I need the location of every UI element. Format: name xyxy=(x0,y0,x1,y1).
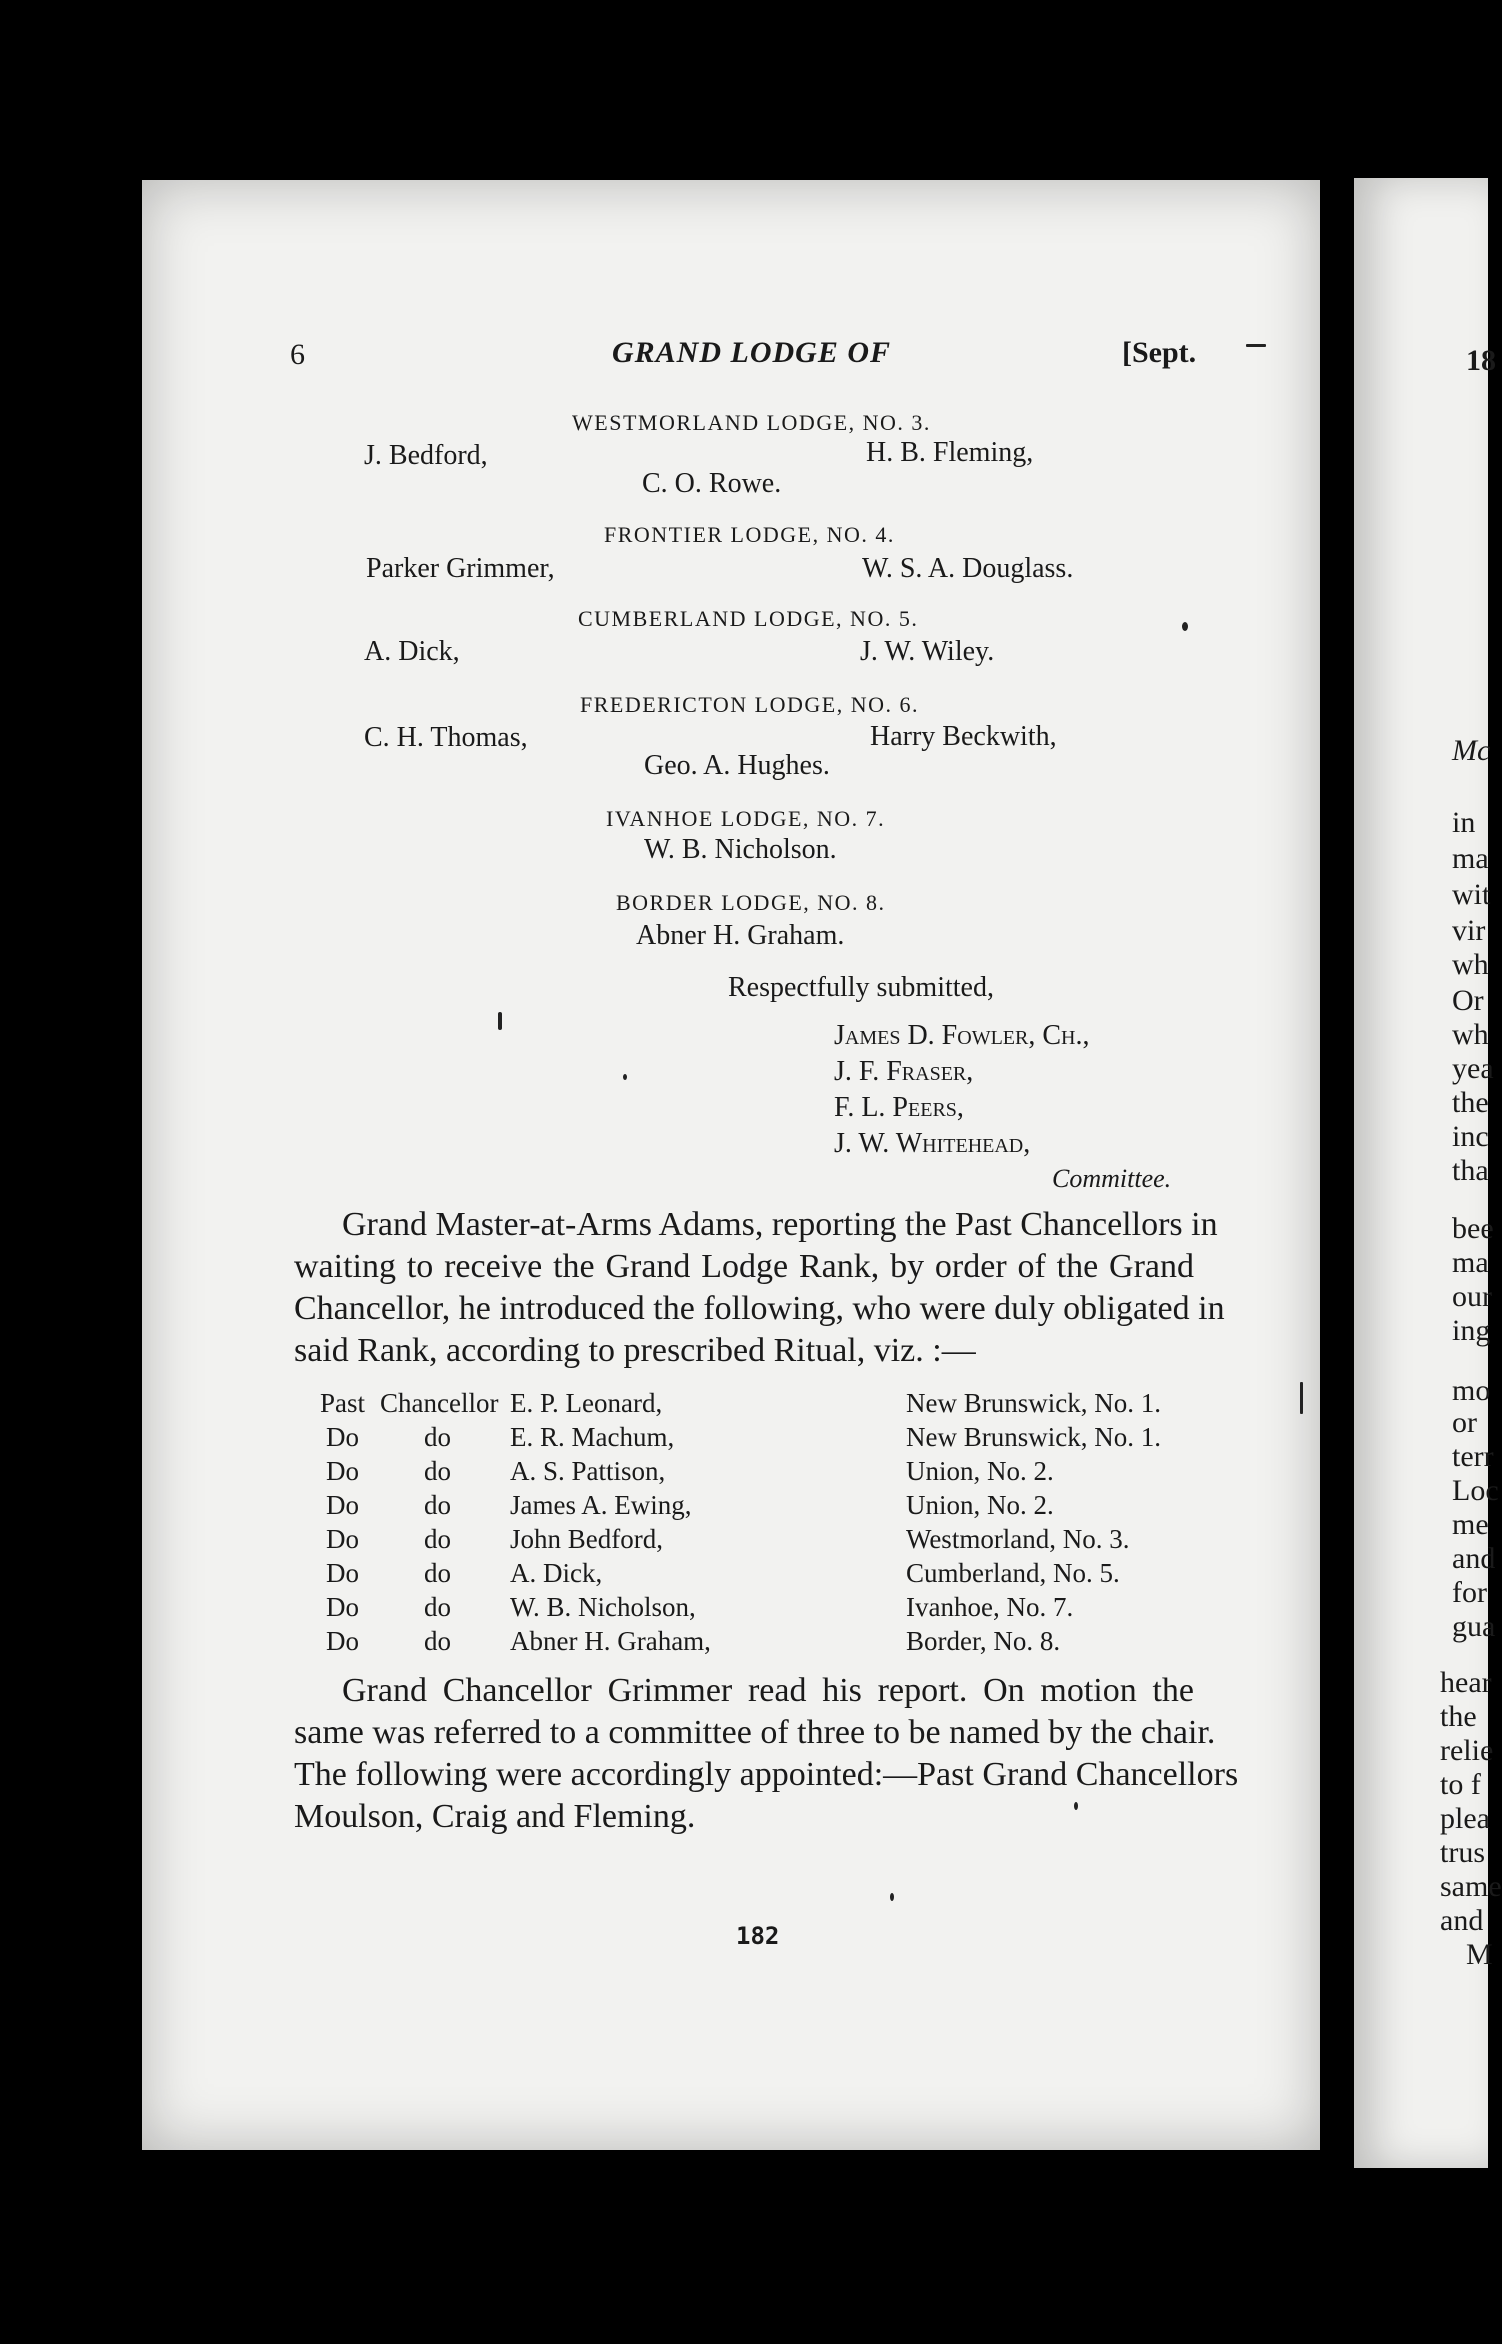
fragment: inc xyxy=(1452,1120,1489,1153)
fragment: and xyxy=(1452,1542,1496,1575)
table-row xyxy=(320,1524,1161,1558)
title-cell: Do xyxy=(326,1524,359,1554)
member-name: W. S. A. Douglass. xyxy=(862,553,1074,584)
paragraph-line: Moulson, Craig and Fleming. xyxy=(294,1798,696,1835)
member-name: Abner H. Graham. xyxy=(636,920,845,951)
running-title: GRAND LODGE OF xyxy=(612,336,892,369)
fragment: in xyxy=(1452,806,1476,839)
member-name: W. B. Nicholson. xyxy=(644,834,837,865)
member-name: H. B. Fleming, xyxy=(866,437,1034,468)
fragment: gua xyxy=(1452,1610,1496,1643)
fragment: hear xyxy=(1440,1666,1492,1699)
title-cell: Do xyxy=(326,1490,359,1520)
paragraph-line: said Rank, according to prescribed Ritual, viz. :— xyxy=(294,1332,976,1369)
ink-speck xyxy=(623,1074,627,1080)
rank-cell: do xyxy=(424,1626,451,1656)
lodge-heading: WESTMORLAND LODGE, NO. 3. xyxy=(572,410,931,435)
table-row xyxy=(320,1558,1161,1592)
fragment: bee xyxy=(1452,1212,1494,1245)
fragment: ing xyxy=(1452,1314,1491,1347)
lodge-cell: New Brunswick, No. 1. xyxy=(906,1422,1161,1452)
lodge-cell: Ivanhoe, No. 7. xyxy=(906,1592,1074,1622)
name-cell: E. P. Leonard, xyxy=(510,1388,663,1418)
fragment: wh xyxy=(1452,948,1489,981)
chancellors-table xyxy=(320,1388,1161,1660)
table-row xyxy=(320,1456,1161,1490)
fragment: wh xyxy=(1452,1018,1489,1051)
fragment: yea xyxy=(1452,1052,1494,1085)
fragment: wit xyxy=(1452,878,1491,911)
ink-speck xyxy=(1074,1802,1078,1810)
fragment: ma xyxy=(1452,1246,1489,1279)
closing-line: Respectfully submitted, xyxy=(728,972,994,1003)
paragraph-line: Chancellor, he introduced the following, who were duly obligated in xyxy=(294,1290,1225,1327)
table-row xyxy=(320,1388,1161,1422)
ink-speck xyxy=(1300,1382,1303,1414)
member-name: Harry Beckwith, xyxy=(870,721,1057,752)
fragment: tha xyxy=(1452,1154,1489,1187)
ink-speck xyxy=(1182,622,1188,631)
member-name: Parker Grimmer, xyxy=(366,553,555,584)
member-name: A. Dick, xyxy=(364,636,460,667)
paragraph-intro xyxy=(294,1204,1225,1372)
paragraph-line: same was referred to a committee of three to be named by the chair. xyxy=(294,1714,1216,1751)
title-cell: Do xyxy=(326,1592,359,1622)
paragraph-line: Grand Chancellor Grimmer read his report. On motion the xyxy=(342,1672,1194,1709)
paragraph-line: waiting to receive the Grand Lodge Rank, by order of the Grand xyxy=(294,1248,1194,1285)
committee-label: Committee. xyxy=(1052,1164,1172,1193)
rank-cell: do xyxy=(424,1456,451,1486)
ink-speck xyxy=(890,1893,894,1901)
ink-speck xyxy=(498,1012,502,1030)
fragment: and xyxy=(1440,1904,1484,1937)
member-name: J. W. Wiley. xyxy=(860,636,995,667)
lodge-heading: BORDER LODGE, NO. 8. xyxy=(616,890,886,915)
lodge-cell: Cumberland, No. 5. xyxy=(906,1558,1120,1588)
title-cell: Past xyxy=(320,1388,366,1418)
name-cell: Abner H. Graham, xyxy=(510,1626,711,1656)
lodge-cell: Border, No. 8. xyxy=(906,1626,1061,1656)
name-cell: A. S. Pattison, xyxy=(510,1456,666,1486)
paragraph-line: Grand Master-at-Arms Adams, reporting the Past Chancellors in xyxy=(342,1206,1218,1243)
rank-cell: do xyxy=(424,1422,451,1452)
ink-speck xyxy=(1246,344,1266,347)
paragraph-report xyxy=(294,1670,1239,1838)
rank-cell: do xyxy=(424,1558,451,1588)
lodge-cell: Union, No. 2. xyxy=(906,1456,1054,1486)
table-row xyxy=(320,1490,1161,1524)
next-page-number: 18 xyxy=(1466,344,1496,377)
rank-cell: do xyxy=(424,1592,451,1622)
member-name: C. O. Rowe. xyxy=(642,468,782,499)
fragment: same xyxy=(1440,1870,1502,1903)
lodge-cell: New Brunswick, No. 1. xyxy=(906,1388,1161,1418)
page-number: 6 xyxy=(290,338,305,371)
rank-cell: do xyxy=(424,1490,451,1520)
signatory: F. L. Peers, xyxy=(834,1092,964,1123)
name-cell: E. R. Machum, xyxy=(510,1422,675,1452)
name-cell: James A. Ewing, xyxy=(510,1490,692,1520)
footer-page-number: 182 xyxy=(736,1922,780,1950)
name-cell: John Bedford, xyxy=(510,1524,663,1554)
fragment: vir xyxy=(1452,914,1486,947)
lodge-cell: Westmorland, No. 3. xyxy=(906,1524,1130,1554)
title-cell: Do xyxy=(326,1558,359,1588)
table-row xyxy=(320,1626,1161,1660)
lodge-heading: IVANHOE LODGE, NO. 7. xyxy=(606,806,886,831)
member-name: Geo. A. Hughes. xyxy=(644,750,830,781)
name-cell: A. Dick, xyxy=(510,1558,603,1588)
fragment: the xyxy=(1452,1086,1489,1119)
fragment: relie xyxy=(1440,1734,1494,1767)
signatory: J. W. Whitehead, xyxy=(834,1128,1031,1159)
title-cell: Do xyxy=(326,1422,359,1452)
fragment: the xyxy=(1440,1700,1477,1733)
table-row xyxy=(320,1592,1161,1626)
fragment: ma xyxy=(1452,842,1489,875)
fragment: to f xyxy=(1440,1768,1481,1801)
lodge-heading: FREDERICTON LODGE, NO. 6. xyxy=(580,692,919,717)
lodge-heading: CUMBERLAND LODGE, NO. 5. xyxy=(578,606,919,631)
fragment: Loc xyxy=(1452,1474,1499,1507)
rank-cell: do xyxy=(424,1524,451,1554)
title-cell: Do xyxy=(326,1456,359,1486)
fragment: for xyxy=(1452,1576,1487,1609)
paragraph-line: The following were accordingly appointed:—Past Grand Chancellors xyxy=(294,1756,1239,1793)
signatory: J. F. Fraser, xyxy=(834,1056,974,1087)
name-cell: W. B. Nicholson, xyxy=(510,1592,696,1622)
fragment: plea xyxy=(1440,1802,1490,1835)
fragment: trus xyxy=(1440,1836,1485,1869)
fragment: Mc xyxy=(1452,734,1491,767)
date-mark: [Sept. xyxy=(1122,336,1197,369)
fragment: or xyxy=(1452,1406,1477,1439)
fragment: mo xyxy=(1452,1374,1491,1407)
fragment: M xyxy=(1466,1938,1493,1971)
lodge-heading: FRONTIER LODGE, NO. 4. xyxy=(604,522,895,547)
table-row xyxy=(320,1422,1161,1456)
member-name: J. Bedford, xyxy=(364,440,488,471)
fragment: Or xyxy=(1452,984,1484,1017)
fragment: terr xyxy=(1452,1440,1494,1473)
signatory: James D. Fowler, Ch., xyxy=(834,1020,1090,1051)
rank-cell: Chancellor xyxy=(380,1388,499,1418)
lodge-cell: Union, No. 2. xyxy=(906,1490,1054,1520)
fragment: me xyxy=(1452,1508,1489,1541)
member-name: C. H. Thomas, xyxy=(364,722,528,753)
fragment: our xyxy=(1452,1280,1492,1313)
title-cell: Do xyxy=(326,1626,359,1656)
